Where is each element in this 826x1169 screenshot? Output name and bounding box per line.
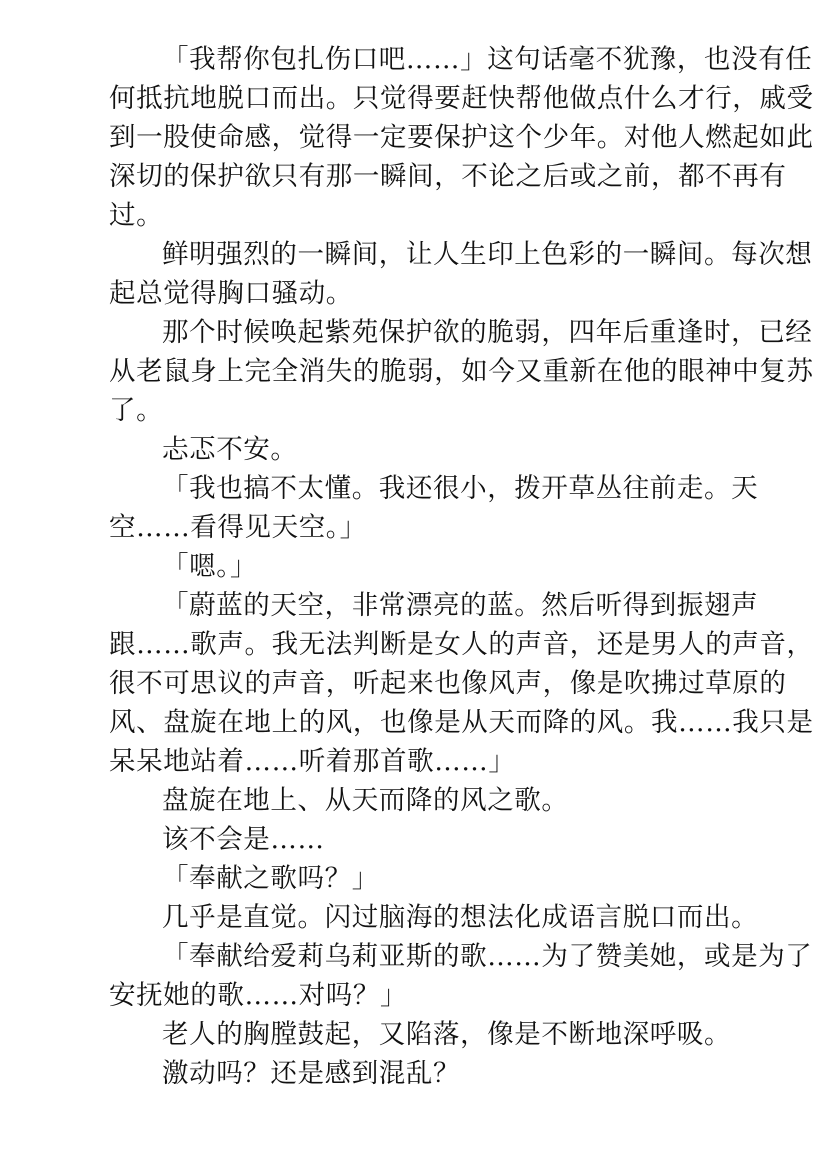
text-line: 「奉献给爱莉乌莉亚斯的歌……为了赞美她，或是为了 — [162, 941, 813, 972]
paragraph — [56, 547, 770, 586]
paragraph — [56, 40, 814, 235]
text-line: 鲜明强烈的一瞬间，让人生印上色彩的一瞬间。每次想 — [162, 239, 813, 270]
text-line: 几乎是直觉。闪过脑海的想法化成语言脱口而出。 — [162, 902, 759, 933]
paragraph — [56, 1054, 770, 1093]
text-line: 风、盘旋在地上的风，也像是从天而降的风。我……我只是 — [109, 707, 814, 738]
text-line: 盘旋在地上、从天而降的风之歌。 — [162, 785, 569, 816]
text-line: 「蔚蓝的天空，非常漂亮的蓝。然后听得到振翅声 — [162, 590, 759, 621]
paragraph — [56, 781, 770, 820]
paragraph — [56, 469, 770, 547]
text-line: 过。 — [109, 200, 164, 231]
text-line: 深切的保护欲只有那一瞬间，不论之后或之前，都不再有 — [109, 161, 787, 192]
text-line: 「奉献之歌吗？」 — [162, 863, 379, 894]
paragraph — [56, 820, 770, 859]
paragraph — [56, 430, 770, 469]
paragraph — [56, 313, 814, 430]
text-line: 很不可思议的声音，听起来也像风声，像是吹拂过草原的 — [109, 668, 787, 699]
paragraph — [56, 1015, 770, 1054]
text-line: 那个时候唤起紫苑保护欲的脆弱，四年后重逢时，已经 — [162, 317, 813, 348]
text-line: 安抚她的歌……对吗？」 — [109, 980, 408, 1011]
text-line: 激动吗？还是感到混乱？ — [162, 1058, 461, 1089]
text-line: 呆呆地站着……听着那首歌……」 — [109, 746, 516, 777]
text-line: 「我也搞不太懂。我还很小，拨开草丛往前走。天 — [162, 473, 759, 504]
text-line: 该不会是…… — [162, 824, 325, 855]
paragraph — [56, 898, 770, 937]
text-line: 「嗯。」 — [162, 551, 258, 582]
paragraph — [56, 937, 813, 1015]
text-line: 跟……歌声。我无法判断是女人的声音，还是男人的声音， — [109, 629, 814, 660]
text-line: 老人的胸膛鼓起，又陷落，像是不断地深呼吸。 — [162, 1019, 732, 1050]
paragraph — [56, 586, 814, 781]
text-line: 从老鼠身上完全消失的脆弱，如今又重新在他的眼神中复苏 — [109, 356, 814, 387]
paragraph — [56, 859, 770, 898]
text-line: 「我帮你包扎伤口吧……」这句话毫不犹豫，也没有任 — [162, 44, 813, 75]
text-line: 到一股使命感，觉得一定要保护这个少年。对他人燃起如此 — [109, 122, 814, 153]
novel-page — [56, 40, 814, 1093]
text-line: 空……看得见天空。」 — [109, 512, 367, 543]
text-line: 何抵抗地脱口而出。只觉得要赶快帮他做点什么才行，戚受 — [109, 83, 814, 114]
text-line: 起总觉得胸口骚动。 — [109, 278, 353, 309]
text-line: 忐忑不安。 — [162, 434, 298, 465]
paragraph — [56, 235, 813, 313]
text-line: 了。 — [109, 395, 164, 426]
